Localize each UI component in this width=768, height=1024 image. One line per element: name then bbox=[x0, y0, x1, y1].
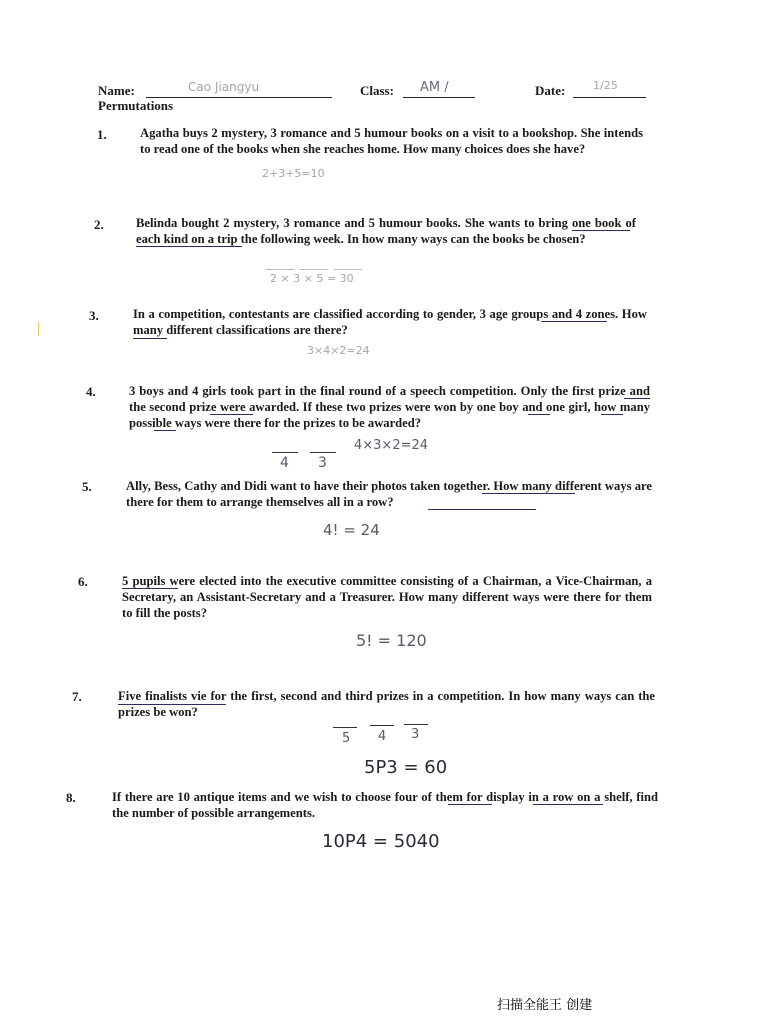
underline-second bbox=[210, 414, 253, 415]
question-7-slot-2: 4 bbox=[378, 729, 387, 744]
underline-all-in-a-row bbox=[428, 509, 536, 510]
answer-slot bbox=[310, 452, 336, 453]
underline-one bbox=[572, 230, 630, 231]
underline-5-pupils bbox=[122, 588, 178, 589]
question-1-answer: 2+3+5=10 bbox=[262, 167, 325, 180]
underline-taken-together bbox=[482, 493, 575, 494]
underline-girl bbox=[154, 430, 176, 431]
question-4-answer: 4×3×2=24 bbox=[354, 438, 429, 453]
question-4-number: 4. bbox=[86, 384, 96, 399]
margin-mark bbox=[38, 322, 39, 336]
underline-four-of bbox=[448, 804, 492, 805]
answer-slot bbox=[404, 724, 428, 725]
name-label: Name: bbox=[98, 83, 135, 98]
question-4-slot-2: 3 bbox=[318, 455, 327, 471]
question-6-text: 5 pupils were elected into the executive committee consisting of a Chairman, a Vice-Chairman, a Secretary, an Assistant-Secretary and a Treasurer. How many different ways were there for them to fill the posts? bbox=[122, 574, 652, 620]
question-8-number: 8. bbox=[66, 790, 76, 805]
underline-zones bbox=[133, 338, 167, 339]
question-3-number: 3. bbox=[89, 308, 99, 323]
question-5-text: Ally, Bess, Cathy and Didi want to have their photos taken together. How many different ways are there for them to arrange themselves all in a row? bbox=[126, 479, 652, 509]
question-6-answer: 5! = 120 bbox=[356, 631, 427, 650]
topic-title: Permutations bbox=[98, 98, 174, 113]
question-8-answer: 10P4 = 5040 bbox=[322, 831, 440, 852]
answer-slot bbox=[266, 269, 294, 270]
answer-slot bbox=[272, 452, 298, 453]
underline-age-groups bbox=[541, 321, 607, 322]
question-7-answer: 5P3 = 60 bbox=[364, 757, 448, 778]
underline-book-of-each-kind bbox=[136, 246, 242, 247]
answer-slot bbox=[300, 269, 328, 270]
question-7-slot-1: 5 bbox=[342, 731, 351, 746]
answer-slot bbox=[370, 725, 394, 726]
underline-won bbox=[528, 414, 550, 415]
question-3-text: In a competition, contestants are classified according to gender, 3 age groups and 4 zones. How many different classifications are there? bbox=[133, 307, 647, 337]
question-7-text: Five finalists vie for the first, second and third prizes in a competition. In how many ways can the prizes be won? bbox=[118, 689, 655, 719]
question-1-number: 1. bbox=[97, 127, 107, 142]
question-2-text: Belinda bought 2 mystery, 3 romance and 5 humour books. She wants to bring one book of each kind on a trip the following week. In how many ways can the books be chosen? bbox=[136, 216, 636, 246]
question-5-number: 5. bbox=[82, 479, 92, 494]
question-4-text: 3 boys and 4 girls took part in the final round of a speech competition. Only the first prize and the second prize were awarded. If these two prizes were won by one boy and one girl, how many possible ways were there for the prizes to be awarded? bbox=[129, 384, 650, 430]
date-value: 1/25 bbox=[593, 79, 618, 92]
question-3-answer: 3×4×2=24 bbox=[307, 344, 370, 357]
question-4-slot-1: 4 bbox=[280, 455, 289, 471]
scanner-watermark: 扫描全能王 创建 bbox=[497, 998, 593, 1013]
question-1-text: Agatha buys 2 mystery, 3 romance and 5 humour books on a visit to a bookshop. She intends to read one of the books when she reaches home. How many choices does she have? bbox=[140, 126, 643, 156]
underline-five-finalists-vie bbox=[118, 704, 226, 705]
underline-first bbox=[624, 398, 650, 399]
answer-slot bbox=[334, 269, 362, 270]
name-value: Cao Jiangyu bbox=[188, 80, 260, 94]
question-6-number: 6. bbox=[78, 574, 88, 589]
underline-boy bbox=[601, 414, 623, 415]
question-7-slot-3: 3 bbox=[411, 727, 420, 742]
question-8-text: If there are 10 antique items and we wish to choose four of them for display in a row on a shelf, find the number of possible arrangements. bbox=[112, 790, 658, 820]
class-label: Class: bbox=[360, 83, 394, 98]
question-5-answer: 4! = 24 bbox=[323, 521, 380, 539]
underline-for-display bbox=[533, 804, 603, 805]
question-7-number: 7. bbox=[72, 689, 82, 704]
question-2-number: 2. bbox=[94, 217, 104, 232]
class-value: AM / bbox=[420, 80, 449, 95]
date-label: Date: bbox=[535, 83, 566, 98]
question-2-answer: 2 × 3 × 5 = 30 bbox=[270, 272, 354, 285]
answer-slot bbox=[333, 727, 357, 728]
